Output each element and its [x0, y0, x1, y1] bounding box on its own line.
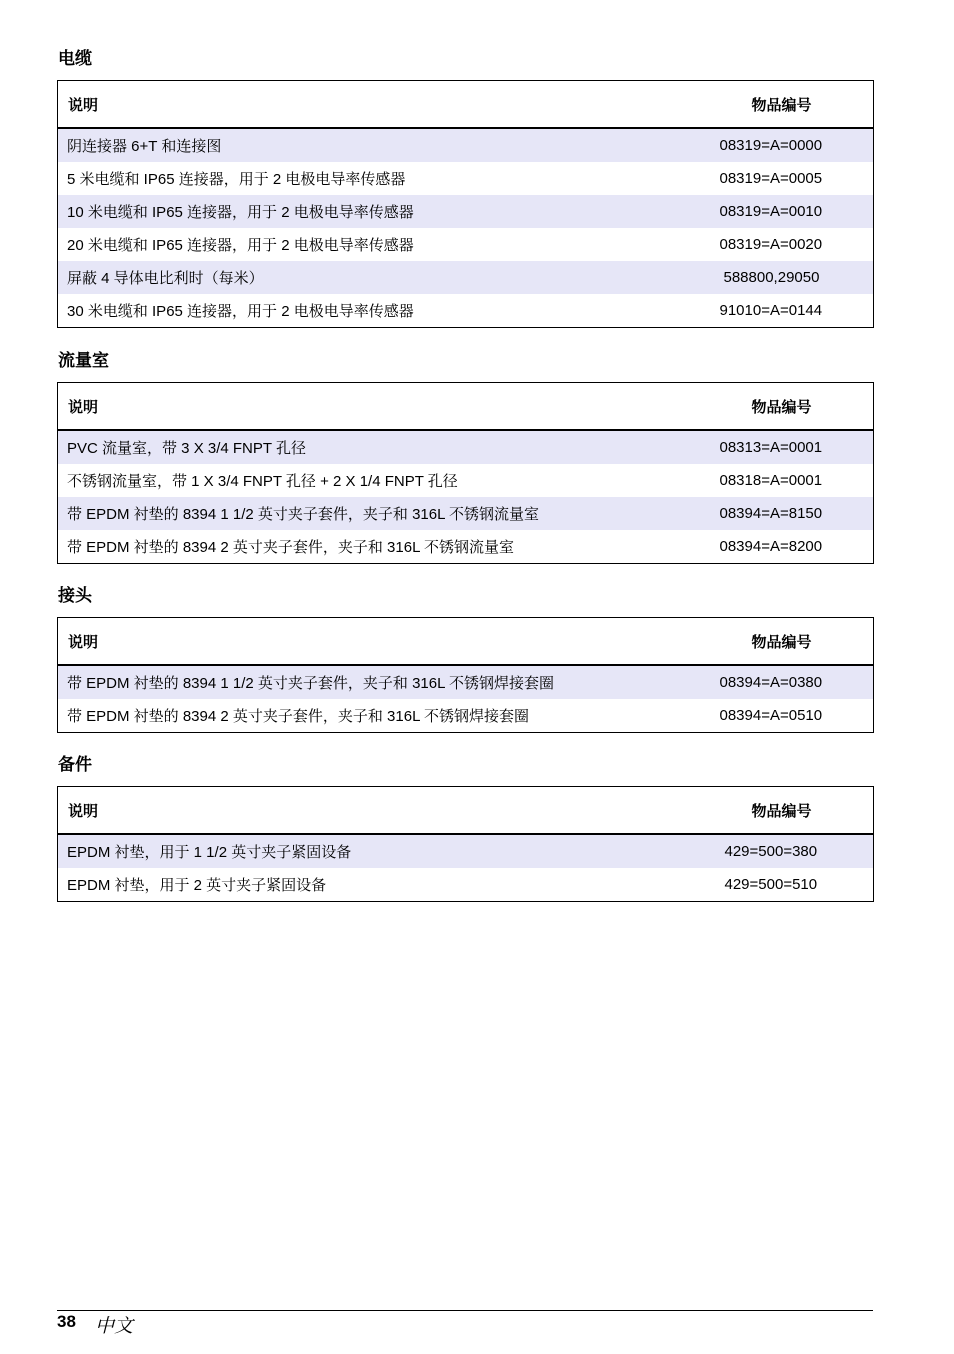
table-header-row [58, 81, 874, 129]
page-language: 中文 [95, 1315, 134, 1337]
column-header-description: 说明 [58, 81, 712, 129]
table-row [58, 128, 874, 162]
row-description: 不锈钢流量室，带 1 X 3/4 FNPT 孔径 + 2 X 1/4 FNPT 孔径 [67, 473, 458, 490]
table-row [58, 497, 874, 530]
row-description: 带 EPDM 衬垫的 8394 2 英寸夹子套件，夹子和 316L 不锈钢焊接套圈 [67, 708, 530, 725]
footer-divider [57, 1310, 873, 1311]
row-item-number: 08319=A=0020 [719, 236, 823, 253]
table-row [58, 868, 874, 902]
row-item-number: 91010=A=0144 [719, 302, 823, 319]
table-row [58, 834, 874, 868]
row-item-number: 08394=A=0380 [712, 665, 874, 699]
flow-chamber-table [57, 382, 874, 564]
column-header-item-number: 物品编号 [712, 81, 874, 129]
column-header-item-number: 物品编号 [712, 787, 874, 835]
row-description: 阴连接器 6+T 和连接图 [58, 128, 712, 162]
table-row [58, 195, 874, 228]
column-header-description: 说明 [58, 383, 712, 431]
table-row [58, 228, 874, 261]
column-header-description: 说明 [58, 618, 712, 666]
table-row [58, 162, 874, 195]
row-description: EPDM 衬垫，用于 1 1/2 英寸夹子紧固设备 [58, 834, 712, 868]
table-header-row [58, 787, 874, 835]
section-title-cables: 电缆 [58, 49, 92, 69]
table-row [58, 665, 874, 699]
column-header-item-number: 物品编号 [712, 383, 874, 431]
spare-parts-table [57, 786, 874, 902]
column-header-description: 说明 [58, 787, 712, 835]
row-description: 5 米电缆和 IP65 连接器，用于 2 电极电导率传感器 [67, 171, 406, 188]
row-item-number: 588800,29050 [712, 261, 874, 294]
row-item-number: 08394=A=0510 [719, 707, 823, 724]
table-row [58, 294, 874, 328]
row-description: PVC 流量室，带 3 X 3/4 FNPT 孔径 [58, 430, 712, 464]
row-item-number: 08313=A=0001 [712, 430, 874, 464]
column-header-item-number: 物品编号 [712, 618, 874, 666]
row-description: EPDM 衬垫，用于 2 英寸夹子紧固设备 [67, 877, 327, 894]
row-item-number: 08394=A=8150 [712, 497, 874, 530]
row-description: 10 米电缆和 IP65 连接器，用于 2 电极电导率传感器 [58, 195, 712, 228]
table-header-row [58, 383, 874, 431]
row-item-number: 08319=A=0005 [719, 170, 823, 187]
section-title-flow-chamber: 流量室 [58, 351, 109, 371]
row-item-number: 429=500=380 [712, 834, 874, 868]
row-item-number: 429=500=510 [724, 876, 818, 893]
table-row [58, 530, 874, 564]
row-description: 带 EPDM 衬垫的 8394 1 1/2 英寸夹子套件，夹子和 316L 不锈钢流量室 [58, 497, 712, 530]
fittings-table [57, 617, 874, 733]
cables-table [57, 80, 874, 328]
table-header-row [58, 618, 874, 666]
row-item-number: 08319=A=0000 [712, 128, 874, 162]
row-description: 30 米电缆和 IP65 连接器，用于 2 电极电导率传感器 [67, 303, 414, 320]
table-row [58, 261, 874, 294]
row-item-number: 08394=A=8200 [719, 538, 823, 555]
row-description: 20 米电缆和 IP65 连接器，用于 2 电极电导率传感器 [67, 237, 414, 254]
row-description: 带 EPDM 衬垫的 8394 2 英寸夹子套件，夹子和 316L 不锈钢流量室 [67, 539, 515, 556]
table-row [58, 464, 874, 497]
table-row [58, 430, 874, 464]
row-item-number: 08318=A=0001 [719, 472, 823, 489]
row-description: 屏蔽 4 导体电比利时（每米） [58, 261, 712, 294]
row-item-number: 08319=A=0010 [712, 195, 874, 228]
page-number: 38 [57, 1312, 76, 1331]
table-row [58, 699, 874, 733]
row-description: 带 EPDM 衬垫的 8394 1 1/2 英寸夹子套件，夹子和 316L 不锈钢焊接套圈 [58, 665, 712, 699]
section-title-spare-parts: 备件 [58, 755, 92, 775]
section-title-fittings: 接头 [58, 586, 92, 606]
